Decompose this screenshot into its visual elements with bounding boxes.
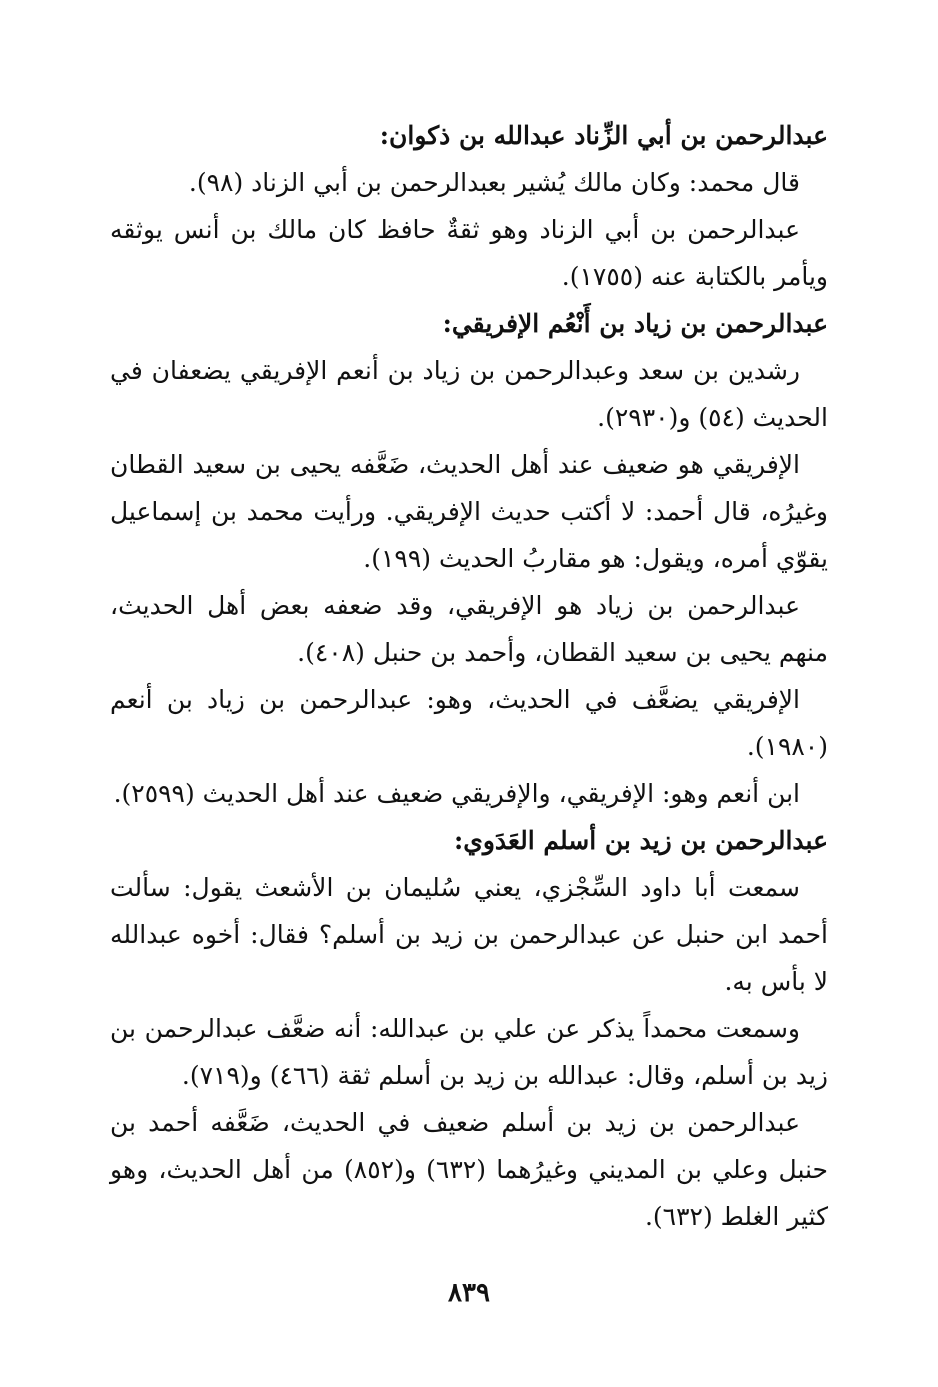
page-content: [110, 112, 828, 1240]
entry-paragraph: عبدالرحمن بن زيد بن أسلم ضعيف في الحديث، ضَعَّفه أحمد بن حنبل وعلي بن المديني وغيرُهما (٦٣٢) و(٨٥٢) من أهل الحديث، وهو كثير الغلط (٦٣٢).: [110, 1108, 828, 1231]
entry-paragraph: عبدالرحمن بن زياد هو الإفريقي، وقد ضعفه بعض أهل الحديث، منهم يحيى بن سعيد القطان، وأحمد بن حنبل (٤٠٨).: [110, 591, 828, 667]
entry-paragraph: عبدالرحمن بن أبي الزناد وهو ثقةٌ حافظ كان مالك بن أنس يوثقه ويأمر بالكتابة عنه (١٧٥٥).: [110, 215, 828, 291]
page-number: ٨٣٩: [448, 1278, 490, 1308]
entry-paragraph: الإفريقي هو ضعيف عند أهل الحديث، ضَعَّفه يحيى بن سعيد القطان وغيرُه، قال أحمد: لا أكتب حديث الإفريقي. ورأيت محمد بن إسماعيل يقوّي أمره، ويقول: هو مقاربُ الحديث (١٩٩).: [110, 450, 828, 573]
entry-paragraph: قال محمد: وكان مالك يُشير بعبدالرحمن بن أبي الزناد (٩٨).: [188, 168, 800, 197]
entry-heading: عبدالرحمن بن أبي الزِّناد عبدالله بن ذكوان:: [379, 121, 828, 150]
entry-paragraph: الإفريقي يضعَّف في الحديث، وهو: عبدالرحمن بن زياد بن أنعم (١٩٨٠).: [110, 685, 828, 761]
entry-paragraph: وسمعت محمداً يذكر عن علي بن عبدالله: أنه ضعَّف عبدالرحمن بن زيد بن أسلم، وقال: عبدالله بن زيد بن أسلم ثقة (٤٦٦) و(٧١٩).: [110, 1014, 828, 1090]
entry-paragraph: سمعت أبا داود السِّجْزي، يعني سُليمان بن الأشعث يقول: سألت أحمد ابن حنبل عن عبدالرحمن بن زيد بن أسلم؟ فقال: أخوه عبدالله لا بأس به.: [110, 873, 828, 996]
entry-heading: عبدالرحمن بن زيد بن أسلم العَدَوي:: [454, 826, 828, 855]
entry-paragraph: ابن أنعم وهو: الإفريقي، والإفريقي ضعيف عند أهل الحديث (٢٥٩٩).: [113, 779, 800, 808]
entry-heading: عبدالرحمن بن زياد بن أَنْعُم الإفريقي:: [442, 309, 828, 338]
entry-paragraph: رشدين بن سعد وعبدالرحمن بن زياد بن أنعم الإفريقي يضعفان في الحديث (٥٤) و(٢٩٣٠).: [110, 356, 828, 432]
